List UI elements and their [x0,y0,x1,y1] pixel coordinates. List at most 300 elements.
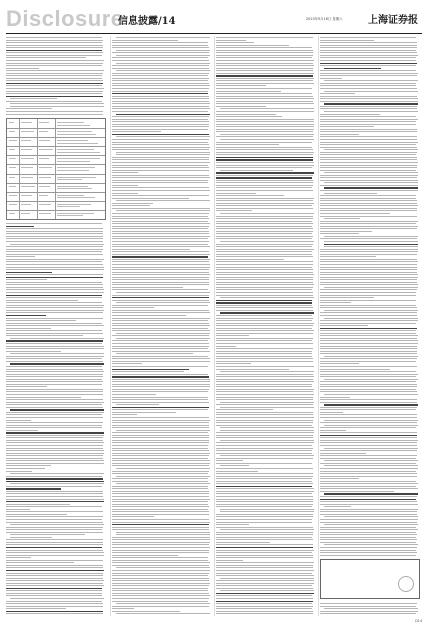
text-line [6,532,103,533]
text-line [112,371,184,372]
text-line [320,471,416,472]
text-line [320,481,416,482]
text-line [320,542,416,543]
text-line [6,379,102,380]
text-line [6,361,103,362]
text-line [6,425,102,426]
text-line [112,598,209,599]
paragraph-heading [324,493,418,494]
text-line [320,496,417,497]
table-cell [57,122,84,123]
text-line [112,310,209,311]
table-column-divider [37,119,38,219]
text-line [116,292,210,293]
text-line [216,267,312,268]
text-line [220,213,314,214]
text-line [116,468,210,469]
text-line [216,42,254,43]
text-line [112,445,208,446]
text-line [320,302,351,303]
text-line [320,226,418,227]
text-line [216,499,313,500]
text-line [216,198,314,199]
text-line [6,93,102,94]
text-line [112,611,180,612]
text-line [112,236,210,237]
table-cell [21,167,33,168]
text-line [6,435,104,436]
text-line [320,335,418,336]
text-line [6,539,103,540]
text-line [216,320,312,321]
text-line [216,279,313,280]
text-line [216,96,313,97]
text-line [6,297,102,298]
text-line [6,394,103,395]
text-line [10,537,52,538]
table-cell [57,195,84,196]
text-line [216,116,282,117]
text-line [320,75,417,76]
text-line [6,504,70,505]
text-line [6,578,103,579]
text-line [324,241,418,242]
text-line [216,162,314,163]
text-line [112,458,208,459]
table-cell [39,204,51,205]
text-line [112,440,209,441]
text-line [320,261,418,262]
column-3 [216,36,314,616]
text-line [112,437,209,438]
text-line [320,333,416,334]
text-line [216,295,313,296]
text-line [320,550,416,551]
text-line [220,529,314,530]
text-line [324,218,360,219]
table-cell [57,161,90,162]
text-line [320,78,342,79]
text-line [6,606,103,607]
paragraph-heading [220,312,314,313]
text-line [216,534,313,535]
text-line [6,267,104,268]
text-line [320,144,416,145]
text-line [112,348,208,349]
text-line [320,208,417,209]
text-line [116,200,210,201]
text-line [112,435,209,436]
text-line [216,386,312,387]
text-line [216,473,313,474]
text-line [6,499,104,500]
text-line [216,435,313,436]
text-line [216,114,276,115]
text-line [6,233,103,234]
text-line [112,493,209,494]
text-line [216,450,312,451]
text-line [6,522,103,523]
text-line [6,60,104,61]
text-line [112,590,208,591]
text-line [320,445,417,446]
text-line [112,124,209,125]
text-line [216,83,314,84]
text-line [216,501,313,502]
text-line [216,272,313,273]
text-line [320,269,417,270]
column-divider [110,36,111,616]
table-cell [39,167,52,168]
text-line [320,203,417,204]
text-line [112,442,209,443]
text-line [112,203,153,204]
text-line [6,330,102,331]
text-line [6,575,103,576]
text-line [112,425,209,426]
text-line [112,259,210,260]
paragraph-heading [112,297,209,298]
text-line [220,509,314,510]
text-line [112,157,209,158]
paragraph-heading [10,363,104,364]
text-line [216,565,313,566]
text-line [112,228,208,229]
table-cell [57,149,94,150]
text-line [324,460,418,461]
table-cell [39,177,51,178]
paragraph-heading [6,96,103,97]
column-divider [214,36,215,616]
text-line [320,348,417,349]
text-line [6,351,61,352]
text-line [216,595,312,596]
text-line [6,573,103,574]
text-line [320,417,417,418]
text-line [112,399,208,400]
text-line [216,613,313,614]
text-line [320,346,417,347]
text-line [216,346,236,347]
text-line [216,335,249,336]
text-line [112,139,209,140]
text-line [320,210,417,211]
text-line [216,259,284,260]
text-line [320,611,418,612]
text-line [216,221,312,222]
text-line [112,182,208,183]
text-line [320,450,417,451]
text-line [216,136,313,137]
text-line [320,437,417,438]
text-line [216,60,314,61]
text-line [112,323,209,324]
text-line [10,244,104,245]
text-line [112,343,209,344]
text-line [6,325,104,326]
text-line [320,108,417,109]
text-line [216,384,312,385]
text-line [112,85,210,86]
text-line [112,544,209,545]
text-line [112,391,208,392]
text-line [112,261,209,262]
text-line [6,47,103,48]
text-line [6,369,103,370]
text-line [320,371,416,372]
text-line [112,478,208,479]
text-line [216,330,314,331]
text-line [216,289,312,290]
text-line [116,567,210,568]
text-line [116,136,210,137]
text-line [320,157,417,158]
text-line [320,162,418,163]
table-cell [9,167,16,168]
text-line [6,440,103,441]
text-line [320,414,417,415]
text-line [6,527,103,528]
text-line [216,409,273,410]
text-line [220,407,314,408]
text-line [320,397,350,398]
text-line [112,522,210,523]
text-line [6,374,103,375]
text-line [112,68,209,69]
paragraph-heading [216,486,312,487]
text-line [216,399,313,400]
text-line [112,190,210,191]
text-line [216,223,313,224]
text-line [112,417,209,418]
text-line [6,560,103,561]
paragraph-heading [216,593,314,594]
text-line [116,430,210,431]
text-line [6,509,30,510]
text-line [320,519,418,520]
text-line [320,40,374,41]
text-line [116,333,210,334]
text-line [6,468,45,469]
text-line [324,379,418,380]
text-line [216,425,312,426]
text-line [216,351,312,352]
text-line [6,366,102,367]
text-line [116,50,210,51]
text-line [116,70,210,71]
text-line [112,129,208,130]
text-line [324,80,418,81]
text-line [6,603,103,604]
text-line [216,379,313,380]
text-line [6,111,103,112]
table-cell [39,213,51,214]
paragraph-heading [216,547,313,548]
text-line [216,226,312,227]
text-line [220,134,314,135]
text-line [320,101,418,102]
text-line [320,185,418,186]
text-line [320,603,417,604]
text-line [320,45,417,46]
text-line [324,524,418,525]
text-line [6,519,102,520]
text-line [216,458,313,459]
text-line [216,550,314,551]
text-line [6,254,103,255]
text-line [216,246,312,247]
text-line [6,282,102,283]
text-line [6,404,102,405]
text-line [6,269,104,270]
paragraph-heading [112,134,209,135]
text-line [6,583,103,584]
text-line [216,152,314,153]
text-line [6,310,104,311]
text-line [216,244,313,245]
paragraph-heading [112,93,208,94]
text-line [216,165,314,166]
text-line [112,514,209,515]
text-line [112,101,209,102]
text-line [216,147,312,148]
table-cell [9,195,17,196]
text-line [112,471,209,472]
text-line [112,287,183,288]
text-line [216,254,312,255]
text-line [320,88,417,89]
text-line [320,142,418,143]
text-line [112,226,209,227]
text-line [216,369,289,370]
text-line [216,144,279,145]
text-line [320,116,416,117]
holdings-table [6,118,106,220]
text-line [6,511,103,512]
text-line [6,471,32,472]
text-line [320,264,417,265]
text-line [216,544,313,545]
table-row [7,210,105,211]
table-cell [57,131,92,132]
paragraph-heading [112,524,209,525]
text-line [6,249,103,250]
text-line [216,45,289,46]
text-line [216,468,313,469]
table-cell [9,204,17,205]
text-line [112,223,210,224]
text-line [6,307,103,308]
text-line [320,353,417,354]
text-line [320,165,417,166]
table-row [7,137,105,138]
table-cell [57,213,94,214]
text-line [216,305,312,306]
text-line [216,287,313,288]
text-line [112,351,210,352]
text-line [320,98,418,99]
text-line [324,465,418,466]
table-cell [9,158,16,159]
table-cell [39,186,50,187]
text-line [6,557,31,558]
text-line [112,409,208,410]
text-line [216,573,312,574]
text-line [216,460,243,461]
text-line [320,369,390,370]
paragraph-heading [6,340,103,341]
text-line [216,131,313,132]
text-line [112,499,210,500]
text-line [320,312,417,313]
text-line [6,80,103,81]
text-line [10,353,104,354]
table-row [7,174,105,175]
text-line [112,460,210,461]
text-line [216,580,314,581]
paragraph-heading [6,611,103,612]
text-line [216,167,312,168]
text-line [112,91,208,92]
table-cell [9,140,17,141]
text-line [320,476,417,477]
text-line [216,50,313,51]
table-cell [9,131,15,132]
text-line [112,119,208,120]
text-line [112,218,209,219]
text-line [320,279,417,280]
text-line [216,353,312,354]
paragraph-heading [320,63,417,64]
text-line [112,172,138,173]
text-line [112,432,208,433]
text-line [324,318,418,319]
text-line [320,223,416,224]
text-line [112,550,209,551]
text-line [216,567,313,568]
text-line [320,539,417,540]
text-line [320,300,416,301]
text-line [112,175,209,176]
paragraph-heading [324,103,418,104]
text-line [216,185,313,186]
text-line [216,85,266,86]
text-line [112,450,209,451]
text-line [216,583,314,584]
text-line [216,70,313,71]
text-line [112,455,209,456]
text-line [10,103,104,104]
paragraph-heading [216,172,314,173]
text-line [116,55,210,56]
text-line [324,182,418,183]
text-line [320,412,343,413]
table-cell [21,195,32,196]
paragraph-heading [216,159,313,160]
text-line [216,471,258,472]
text-line [220,241,314,242]
paragraph-heading [6,547,102,548]
text-line [112,147,210,148]
text-line [216,493,312,494]
text-line [216,101,313,102]
text-line [324,448,418,449]
text-line [320,134,359,135]
text-line [216,216,313,217]
text-line [216,343,313,344]
text-line [320,430,346,431]
text-line [6,279,47,280]
